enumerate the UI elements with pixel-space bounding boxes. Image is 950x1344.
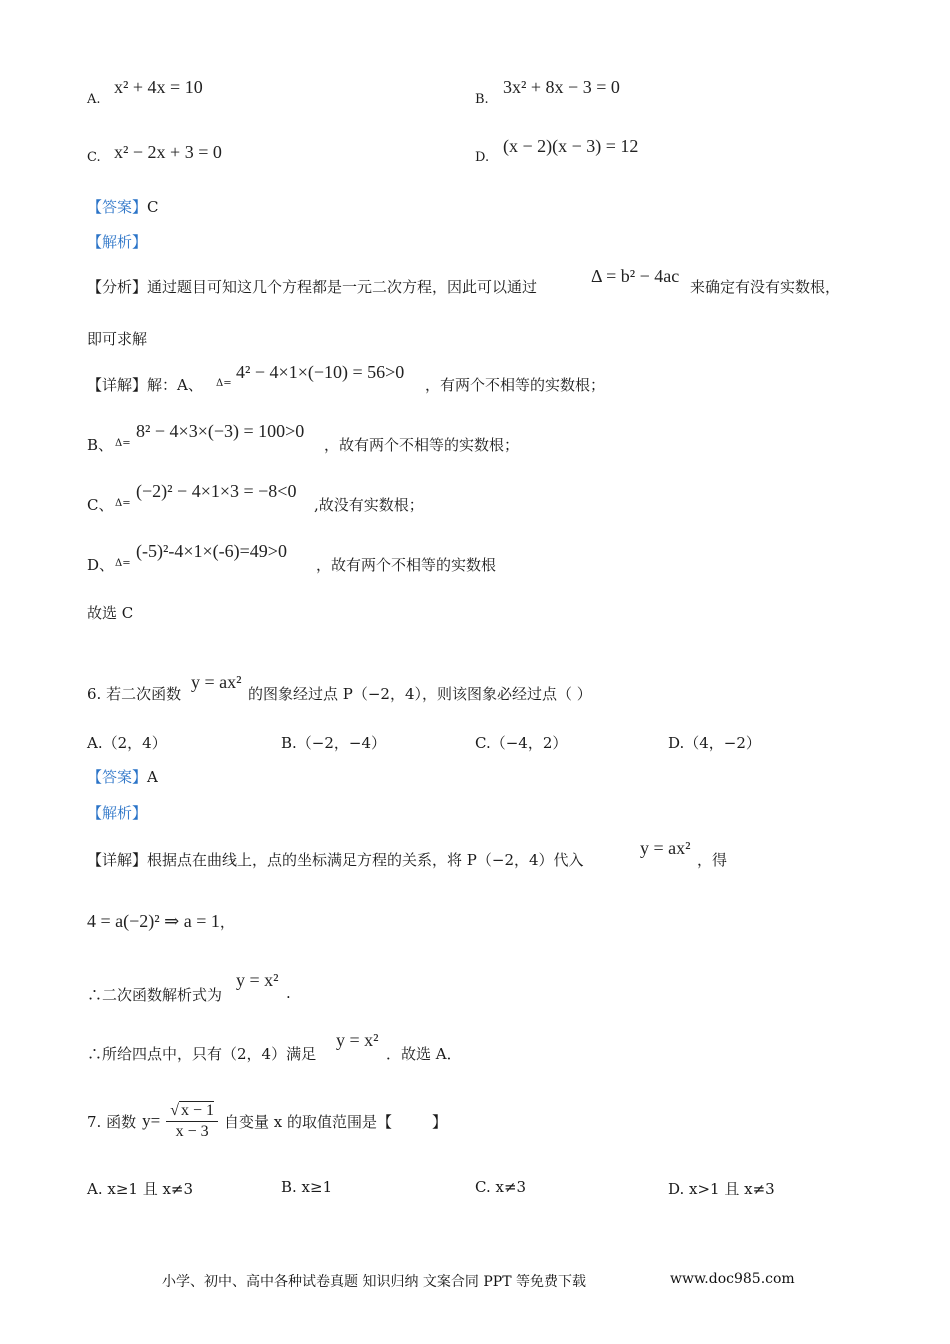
delta-symbol: Δ= [115, 438, 131, 449]
q6-step-3-text: ∴所给四点中，只有（2，4）满足 [87, 1045, 317, 1063]
q7-stem-end: 自变量 x 的取值范围是【 [224, 1112, 392, 1131]
q7-fraction [166, 1102, 218, 1141]
q7-option-a: A. x≥1 且 x≠3 [87, 1180, 194, 1198]
q7-stem-close: 】 [432, 1112, 448, 1131]
answer-value: C [147, 198, 159, 216]
detail-tag: 【详解】 [87, 851, 148, 869]
delta-c-expression: (−2)² − 4×1×3 = −8<0 [136, 481, 297, 501]
q5-answer-line [87, 196, 159, 217]
delta-d-conclusion: ，故有两个不相等的实数根 [316, 556, 497, 574]
answer-tag: 【答案】 [87, 768, 148, 786]
q7-denominator: x − 3 [175, 1122, 209, 1140]
answer-tag: 【答案】 [87, 198, 148, 216]
q7-stem-start: 7. 函数 [87, 1112, 137, 1131]
delta-symbol: Δ= [216, 378, 232, 389]
q6-detail-line [87, 849, 584, 870]
step-1-equation: 4 = a(−2)² ⇒ a = 1 [87, 911, 220, 931]
line-c-label: C、 [87, 496, 114, 514]
analysis-tag: 【解析】 [87, 233, 148, 251]
fenxi-tag: 【分析】 [87, 278, 148, 296]
q6-option-a: A.（2，4） [87, 734, 167, 752]
q6-step-2-formula: y = x² [236, 970, 279, 990]
q6-stem-end: 的图象经过点 P（−2，4），则该图象必经过点（ ） [248, 685, 592, 703]
q7-option-b: B. x≥1 [281, 1178, 333, 1196]
q6-step-3-formula: y = x² [336, 1030, 379, 1050]
detail-tag: 【详解】 [87, 376, 148, 394]
line-d-label: D、 [87, 556, 115, 574]
option-d-equation: (x − 2)(x − 3) = 12 [503, 136, 639, 156]
q7-numerator: √ x − 1 [166, 1102, 218, 1122]
q6-step-2-text: ∴二次函数解析式为 [87, 986, 223, 1004]
detail-line-a [87, 374, 203, 395]
detail-text: 根据点在曲线上，点的坐标满足方程的关系，将 P（−2，4）代入 [147, 851, 584, 869]
q6-option-c: C.（−4，2） [475, 734, 568, 752]
q6-answer-line [87, 766, 158, 787]
q7-y-equals: y= [142, 1111, 161, 1130]
q7-stem [87, 1097, 447, 1145]
q6-step-1 [87, 911, 235, 932]
option-d-label: D. [475, 150, 490, 165]
fenxi-text: 通过题目可知这几个方程都是一元二次方程，因此可以通过 [147, 278, 538, 296]
q6-step-3-tail: ．故选 A． [386, 1045, 462, 1063]
q6-option-d: D.（4，−2） [668, 734, 761, 752]
option-b-label: B. [475, 92, 489, 107]
detail-intro: 解：A、 [147, 376, 203, 394]
delta-symbol: Δ= [115, 498, 131, 509]
discriminant-formula: Δ = b² − 4ac [591, 266, 680, 286]
analysis-tag: 【解析】 [87, 804, 148, 822]
q6-step-2-tail: . [286, 984, 291, 1002]
delta-c-conclusion: ,故没有实数根； [314, 496, 424, 514]
fenxi-text-2: 来确定有没有实数根， [690, 278, 841, 296]
delta-b-expression: 8² − 4×3×(−3) = 100>0 [136, 421, 305, 441]
delta-a-conclusion: ，有两个不相等的实数根； [425, 376, 606, 394]
option-a-label: A. [87, 92, 101, 107]
delta-d-expression: (-5)²-4×1×(-6)=49>0 [136, 541, 287, 561]
delta-symbol: Δ= [115, 558, 131, 569]
q6-option-b: B.（−2，−4） [281, 734, 387, 752]
answer-value: A [147, 768, 158, 786]
q7-option-c: C. x≠3 [475, 1178, 527, 1196]
option-b-equation: 3x² + 8x − 3 = 0 [503, 77, 620, 97]
footer-text: 小学、初中、高中各种试卷真题 知识归纳 文案合同 PPT 等免费下载 [162, 1274, 586, 1290]
delta-a-expression: 4² − 4×1×(−10) = 56>0 [236, 362, 405, 382]
step-1-tail: ， [219, 913, 235, 931]
fenxi-text-3: 即可求解 [87, 330, 148, 348]
q6-stem-start: 6. 若二次函数 [87, 685, 182, 703]
footer-url[interactable]: www.doc985.com [670, 1271, 795, 1287]
q6-detail-tail: ，得 [697, 851, 728, 869]
q7-option-d: D. x>1 且 x≠3 [668, 1180, 775, 1198]
q6-function-formula: y = ax² [191, 672, 242, 692]
line-b-label: B、 [87, 436, 114, 454]
q5-analysis-line [87, 276, 537, 297]
delta-b-conclusion: ，故有两个不相等的实数根； [324, 436, 520, 454]
option-c-equation: x² − 2x + 3 = 0 [114, 142, 222, 162]
q5-conclusion: 故选 C [87, 604, 134, 622]
option-a-equation: x² + 4x = 10 [114, 77, 203, 97]
q6-detail-formula: y = ax² [640, 838, 691, 858]
option-c-label: C. [87, 150, 101, 165]
